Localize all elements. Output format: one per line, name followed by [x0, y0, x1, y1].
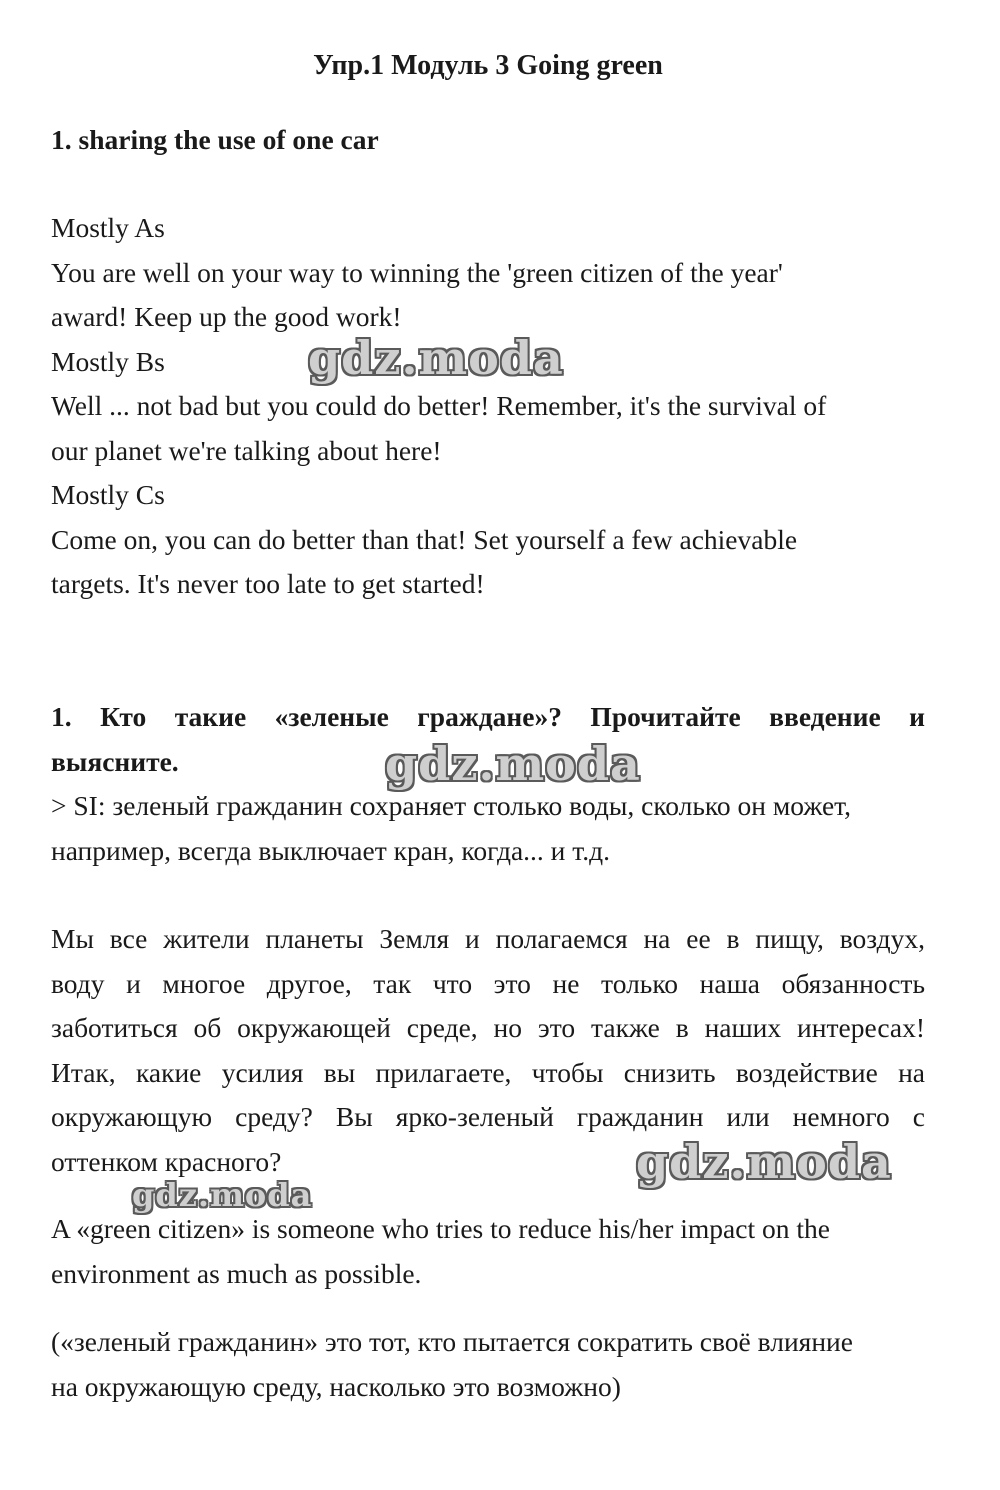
mostly-a-text-line1: You are well on your way to winning the 'green citizen of the year': [51, 256, 783, 288]
mostly-c-text-line1: Come on, you can do better than that! Set yourself a few achievable: [51, 523, 798, 555]
translation-line2: на окружающую среду, насколько это возможно): [51, 1370, 621, 1402]
question-line2: выясните.: [51, 745, 179, 777]
english-line2: environment as much as possible.: [51, 1257, 422, 1289]
section1-answers: [51, 206, 925, 607]
paragraph-line6: оттенком красного?: [51, 1145, 282, 1177]
mostly-c-text-line2: targets. It's never too late to get started!: [51, 568, 485, 599]
mostly-a-text-line2: award! Keep up the good work!: [51, 301, 402, 332]
answer-line2: например, всегда выключает кран, когда... и т.д.: [51, 834, 610, 866]
section2-answer: [51, 784, 925, 873]
watermark: gdz.moda: [308, 331, 564, 385]
mostly-b-text-line1: Well ... not bad but you could do better! Remember, it's the survival of: [51, 390, 827, 421]
section1-heading: 1. sharing the use of one car: [51, 124, 379, 155]
section2-question: [51, 695, 925, 784]
section2-english: [51, 1207, 925, 1296]
paragraph-line4: Итак, какие усилия вы прилагаете, чтобы снизить воздействие на: [51, 1056, 925, 1088]
paragraph-line1: Мы все жители планеты Земля и полагаемся на ее в пищу, воздух,: [51, 923, 925, 954]
mostly-a-label: Mostly As: [51, 212, 165, 243]
watermark: gdz.moda: [636, 1135, 892, 1189]
english-line1: A «green citizen» is someone who tries to reduce his/her impact on the: [51, 1213, 830, 1244]
paragraph-line5: окружающую среду? Вы ярко-зеленый гражданин или немного с: [51, 1101, 925, 1132]
section2-translation: [51, 1320, 925, 1409]
translation-line1: («зеленый гражданин» это тот, кто пытается сократить своё влияние: [51, 1326, 853, 1357]
mostly-c-label: Mostly Cs: [51, 479, 165, 510]
answer-line1: > SI: зеленый гражданин сохраняет столько воды, сколько он может,: [51, 790, 851, 821]
watermark: gdz.moda: [132, 1176, 313, 1214]
mostly-b-text-line2: our planet we're talking about here!: [51, 434, 442, 466]
watermark: gdz.moda: [385, 737, 641, 791]
paragraph-line2: воду и многое другое, так что это не только наша обязанность: [51, 967, 925, 999]
mostly-b-label: Mostly Bs: [51, 345, 165, 377]
section2-paragraph: [51, 917, 925, 1184]
page-title: Упр.1 Модуль 3 Going green: [313, 50, 663, 81]
question-line1: 1. Кто такие «зеленые граждане»? Прочитайте введение и: [51, 701, 925, 732]
paragraph-line3: заботиться об окружающей среде, но это также в наших интересах!: [51, 1012, 925, 1043]
